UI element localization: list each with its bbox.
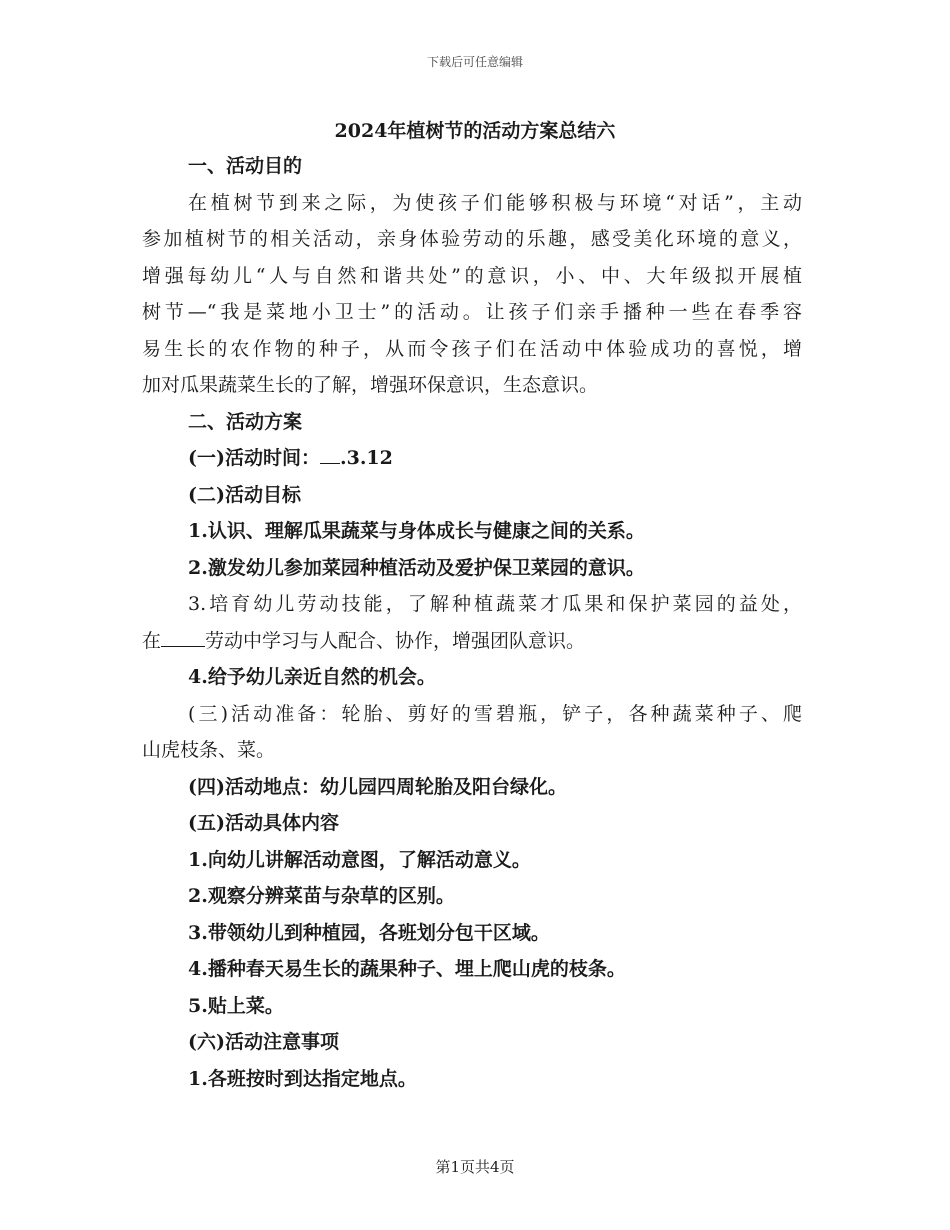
goal-item: 2.激发幼儿参加菜园种植活动及爱护保卫菜园的意识。 — [188, 556, 645, 579]
paragraph-line: 易生长的农作物的种子，从而令孩子们在活动中体验成功的喜悦，增 — [142, 337, 802, 360]
page-header: 下载后可任意编辑 — [426, 55, 523, 69]
content-item: 1.向幼儿讲解活动意图，了解活动意义。 — [188, 848, 531, 871]
goal-item-continued — [142, 623, 802, 660]
content-item: 4.播种春天易生长的蔬果种子、埋上爬山虎的枝条。 — [188, 958, 626, 980]
activity-time — [142, 440, 802, 477]
content-heading: (五)活动具体内容 — [188, 812, 339, 834]
section2-heading: 二、活动方案 — [188, 410, 303, 433]
content-item: 3.带领幼儿到种植园，各班划分包干区域。 — [188, 921, 550, 944]
paragraph-line: 参加植树节的相关活动，亲身体验劳动的乐趣，感受美化环境的意义， — [142, 228, 802, 250]
goal3-prefix: 在 — [142, 629, 162, 652]
note-item: 1.各班按时到达指定地点。 — [188, 1067, 417, 1090]
document-title: 2024年植树节的活动方案总结六 — [334, 120, 616, 142]
goal-heading: (二)活动目标 — [188, 483, 301, 506]
activity-time-value: .3.12 — [339, 447, 393, 469]
page-footer: 第1页共4页 — [435, 1158, 515, 1176]
goal3-suffix: 劳动中学习与人配合、协作，增强团队意识。 — [205, 629, 586, 652]
section1-heading: 一、活动目的 — [188, 155, 303, 177]
activity-time-label: (一)活动时间： — [188, 447, 320, 469]
preparation-line: (三)活动准备：轮胎、剪好的雪碧瓶，铲子，各种蔬菜种子、爬 — [188, 702, 802, 725]
document-body — [142, 148, 802, 1097]
paragraph-line: 在植树节到来之际，为使孩子们能够积极与环境“对话”，主动 — [188, 191, 802, 214]
preparation-line: 山虎枝条、菜。 — [142, 739, 276, 761]
goal-item: 4.给予幼儿亲近自然的机会。 — [188, 666, 436, 688]
content-item: 2.观察分辨菜苗与杂草的区别。 — [188, 885, 455, 907]
goal-item: 3.培育幼儿劳动技能，了解种植蔬菜才瓜果和保护菜园的益处， — [188, 593, 802, 615]
goal-item: 1.认识、理解瓜果蔬菜与身体成长与健康之间的关系。 — [188, 520, 645, 542]
blank-underline — [161, 630, 205, 647]
paragraph-line: 加对瓜果蔬菜生长的了解，增强环保意识，生态意识。 — [142, 374, 599, 396]
blank-underline — [320, 447, 340, 464]
content-item: 5.贴上菜。 — [188, 994, 284, 1017]
paragraph-line: 增强每幼儿“人与自然和谐共处”的意识，小、中、大年级拟开展植 — [142, 264, 802, 287]
paragraph-line: 树节—“我是菜地小卫士”的活动。让孩子们亲手播种一些在春季容 — [142, 301, 802, 323]
notes-heading: (六)活动注意事项 — [188, 1031, 339, 1053]
activity-location: (四)活动地点：幼儿园四周轮胎及阳台绿化。 — [188, 775, 567, 798]
